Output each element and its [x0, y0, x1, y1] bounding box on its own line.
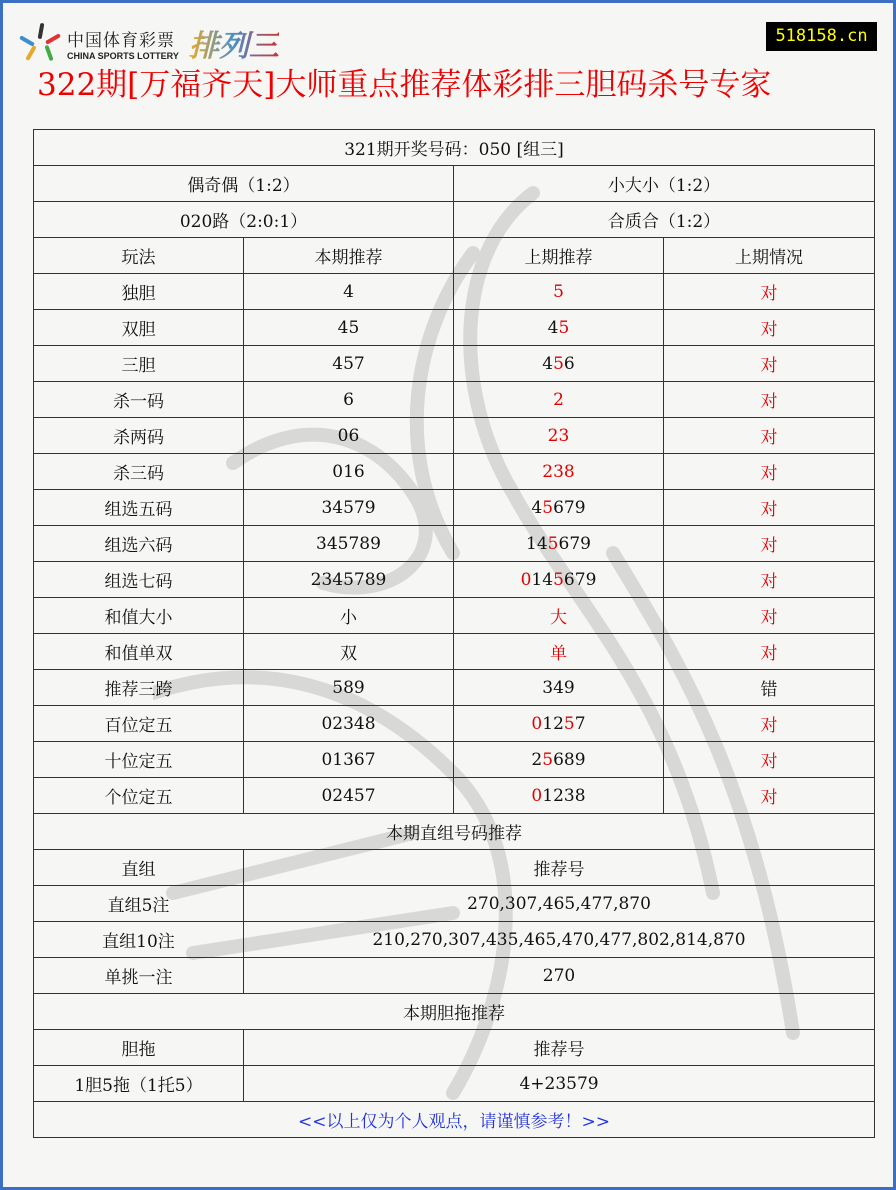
play-type: 杀一码 — [34, 382, 244, 418]
prev-digit: 4 — [542, 569, 554, 590]
logo-star-icon — [21, 23, 61, 63]
table-row — [34, 598, 875, 634]
prev-digit: 1 — [542, 785, 554, 806]
table-row — [34, 742, 875, 778]
logo-game: 排列三 — [189, 21, 279, 65]
logo-cn: 中国体育彩票 — [67, 30, 175, 51]
prev-digit: 5 — [542, 497, 554, 518]
table-row — [34, 454, 875, 490]
table-row — [34, 778, 875, 814]
previous-recommendation — [454, 670, 664, 706]
prev-digit: 5 — [553, 569, 564, 590]
table-row — [34, 1066, 875, 1102]
prev-digit: 0 — [531, 785, 543, 806]
previous-result: 对 — [664, 706, 875, 742]
prev-digit: 2 — [553, 389, 564, 410]
prev-digit: 3 — [542, 677, 554, 698]
previous-recommendation — [454, 310, 664, 346]
prev-digit: 7 — [563, 497, 575, 518]
prev-digit: 6 — [563, 353, 575, 374]
prev-digit: 2 — [531, 749, 543, 770]
play-type: 百位定五 — [34, 706, 244, 742]
play-type: 和值单双 — [34, 634, 244, 670]
prev-digit: 3 — [563, 785, 575, 806]
table-row — [34, 706, 875, 742]
pattern-row — [34, 202, 875, 238]
current-recommendation: 345789 — [244, 526, 454, 562]
current-recommendation: 4 — [244, 274, 454, 310]
prev-digit: 1 — [542, 713, 554, 734]
current-recommendation: 589 — [244, 670, 454, 706]
play-type: 组选六码 — [34, 526, 244, 562]
table-row — [34, 526, 875, 562]
play-type: 个位定五 — [34, 778, 244, 814]
current-recommendation: 06 — [244, 418, 454, 454]
previous-recommendation — [454, 382, 664, 418]
previous-result: 对 — [664, 742, 875, 778]
prev-digit: 3 — [553, 461, 564, 482]
play-type: 十位定五 — [34, 742, 244, 778]
prev-digit: 8 — [563, 749, 575, 770]
prev-digit: 9 — [585, 569, 597, 590]
prev-digit: 5 — [553, 281, 564, 302]
previous-result: 对 — [664, 526, 875, 562]
route-pattern: 020路（2:0:1） — [34, 202, 454, 238]
previous-recommendation — [454, 526, 664, 562]
prev-digit: 0 — [520, 569, 532, 590]
current-recommendation: 6 — [244, 382, 454, 418]
table-row — [34, 310, 875, 346]
dantuo-header-row — [34, 1030, 875, 1066]
prev-digit: 7 — [574, 569, 586, 590]
table-row — [34, 562, 875, 598]
prev-digit: 2 — [553, 713, 564, 734]
column-header: 推荐号 — [244, 1030, 875, 1066]
previous-recommendation — [454, 562, 664, 598]
table-row — [34, 382, 875, 418]
prev-digit: 5 — [542, 749, 554, 770]
prev-digit: 单 — [550, 644, 567, 664]
play-type: 杀两码 — [34, 418, 244, 454]
row-value: 4+23579 — [244, 1066, 875, 1102]
prev-digit: 6 — [553, 497, 564, 518]
play-type: 独胆 — [34, 274, 244, 310]
previous-result: 对 — [664, 454, 875, 490]
previous-result: 对 — [664, 346, 875, 382]
site-badge[interactable]: 518158.cn — [766, 22, 877, 51]
draw-result: 321期开奖号码：050 [组三] — [34, 130, 875, 166]
page-title: 322期[万福齐天]大师重点推荐体彩排三胆码杀号专家 — [37, 67, 772, 103]
current-recommendation: 02457 — [244, 778, 454, 814]
row-value: 210,270,307,435,465,470,477,802,814,870 — [244, 922, 875, 958]
table-row — [34, 886, 875, 922]
row-value: 270,307,465,477,870 — [244, 886, 875, 922]
column-header: 上期推荐 — [454, 238, 664, 274]
previous-recommendation — [454, 274, 664, 310]
current-recommendation: 34579 — [244, 490, 454, 526]
play-type: 三胆 — [34, 346, 244, 382]
previous-result: 错 — [664, 670, 875, 706]
previous-recommendation — [454, 778, 664, 814]
row-value: 270 — [244, 958, 875, 994]
row-label: 单挑一注 — [34, 958, 244, 994]
previous-result: 对 — [664, 418, 875, 454]
previous-recommendation — [454, 706, 664, 742]
play-type: 组选五码 — [34, 490, 244, 526]
current-recommendation: 02348 — [244, 706, 454, 742]
column-header: 直组 — [34, 850, 244, 886]
prev-digit: 1 — [526, 533, 537, 554]
prev-digit: 2 — [542, 461, 554, 482]
column-header: 上期情况 — [664, 238, 875, 274]
section-title: 本期胆拖推荐 — [34, 994, 875, 1030]
prev-digit: 3 — [558, 425, 570, 446]
column-header: 胆拖 — [34, 1030, 244, 1066]
prev-digit: 6 — [558, 533, 570, 554]
prev-digit: 0 — [531, 713, 543, 734]
prev-digit: 4 — [553, 677, 564, 698]
column-header: 本期推荐 — [244, 238, 454, 274]
previous-result: 对 — [664, 274, 875, 310]
previous-recommendation — [454, 742, 664, 778]
prev-digit: 5 — [558, 317, 570, 338]
table-row — [34, 490, 875, 526]
play-type: 和值大小 — [34, 598, 244, 634]
row-label: 直组10注 — [34, 922, 244, 958]
previous-result: 对 — [664, 382, 875, 418]
prev-digit: 7 — [574, 713, 586, 734]
previous-recommendation — [454, 418, 664, 454]
play-type: 组选七码 — [34, 562, 244, 598]
logo-en: CHINA SPORTS LOTTERY — [67, 50, 179, 61]
prev-digit: 9 — [563, 677, 575, 698]
row-label: 直组5注 — [34, 886, 244, 922]
play-type: 推荐三跨 — [34, 670, 244, 706]
table-row — [34, 274, 875, 310]
table-row — [34, 922, 875, 958]
prev-digit: 6 — [553, 749, 564, 770]
play-type: 双胆 — [34, 310, 244, 346]
table-row — [34, 958, 875, 994]
previous-recommendation — [454, 454, 664, 490]
prev-digit: 2 — [553, 785, 564, 806]
column-header: 推荐号 — [244, 850, 875, 886]
table-row — [34, 634, 875, 670]
prev-digit: 8 — [574, 785, 586, 806]
odd-even-pattern: 偶奇偶（1:2） — [34, 166, 454, 202]
table-row — [34, 346, 875, 382]
prime-pattern: 合质合（1:2） — [454, 202, 875, 238]
prev-digit: 大 — [550, 608, 567, 628]
prev-digit: 9 — [574, 749, 586, 770]
prev-digit: 4 — [531, 497, 543, 518]
prev-digit: 5 — [563, 713, 575, 734]
section-title: 本期直组号码推荐 — [34, 814, 875, 850]
prev-digit: 4 — [542, 353, 554, 374]
direct-header-row — [34, 850, 875, 886]
current-recommendation: 45 — [244, 310, 454, 346]
current-recommendation: 016 — [244, 454, 454, 490]
previous-recommendation — [454, 346, 664, 382]
column-header-row — [34, 238, 875, 274]
prev-digit: 7 — [569, 533, 581, 554]
prev-digit: 1 — [531, 569, 543, 590]
prev-digit: 5 — [553, 353, 564, 374]
previous-result: 对 — [664, 490, 875, 526]
previous-recommendation — [454, 598, 664, 634]
disclaimer: <<以上仅为个人观点，请谨慎参考！>> — [34, 1102, 875, 1138]
previous-recommendation — [454, 490, 664, 526]
prev-digit: 4 — [536, 533, 548, 554]
previous-result: 对 — [664, 634, 875, 670]
prev-digit: 8 — [563, 461, 575, 482]
current-recommendation: 小 — [244, 598, 454, 634]
prev-digit: 9 — [580, 533, 591, 554]
current-recommendation: 457 — [244, 346, 454, 382]
recommendation-table — [33, 129, 875, 1138]
previous-result: 对 — [664, 598, 875, 634]
prev-digit: 2 — [547, 425, 559, 446]
draw-result-row — [34, 130, 875, 166]
previous-result: 对 — [664, 562, 875, 598]
previous-result: 对 — [664, 310, 875, 346]
previous-recommendation — [454, 634, 664, 670]
prev-digit: 4 — [547, 317, 559, 338]
play-type: 杀三码 — [34, 454, 244, 490]
current-recommendation: 01367 — [244, 742, 454, 778]
current-recommendation: 双 — [244, 634, 454, 670]
table-row — [34, 670, 875, 706]
dantuo-section-title-row — [34, 994, 875, 1030]
current-recommendation: 2345789 — [244, 562, 454, 598]
previous-result: 对 — [664, 778, 875, 814]
prev-digit: 6 — [563, 569, 575, 590]
footer-row — [34, 1102, 875, 1138]
prev-digit: 5 — [547, 533, 559, 554]
big-small-pattern: 小大小（1:2） — [454, 166, 875, 202]
pattern-row — [34, 166, 875, 202]
table-row — [34, 418, 875, 454]
column-header: 玩法 — [34, 238, 244, 274]
prev-digit: 9 — [574, 497, 586, 518]
direct-section-title-row — [34, 814, 875, 850]
row-label: 1胆5拖（1托5） — [34, 1066, 244, 1102]
